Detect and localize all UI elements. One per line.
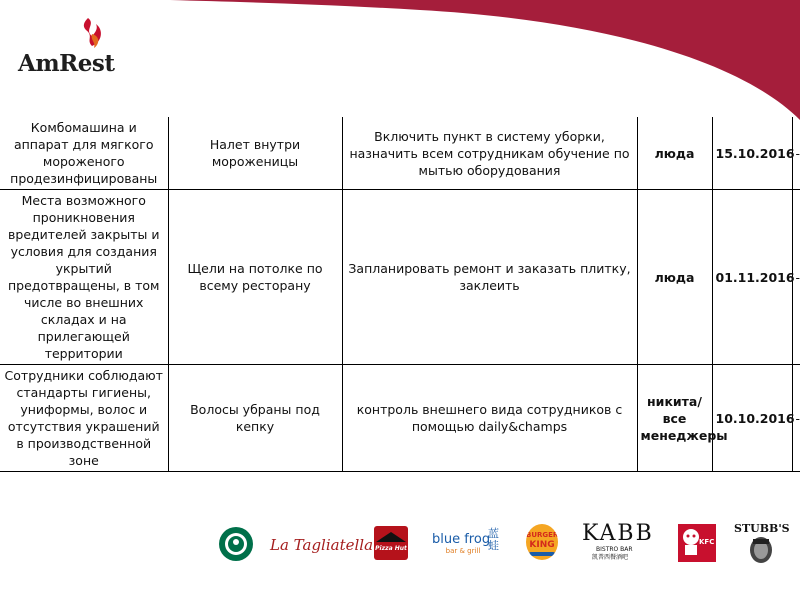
date-cell: 10.10.2016 xyxy=(712,365,792,472)
date-cell: 15.10.2016 xyxy=(712,117,792,190)
flame-icon xyxy=(70,16,110,52)
extra-cell: - xyxy=(792,190,800,365)
extra-cell: - xyxy=(792,365,800,472)
date-cell: 01.11.2016 xyxy=(712,190,792,365)
blue-frog-cn: 蓝蛙 xyxy=(488,527,499,552)
issue-cell: Места возможного проникновения вредителей закрыты и условия для создания укрытий предотвращены, в том числе во внешних складах и на прилегающей территории xyxy=(0,190,168,365)
action-cell: Включить пункт в систему уборки, назначить всем сотрудникам обучение по мытью оборудования xyxy=(342,117,637,190)
kfc-logo: KFC xyxy=(678,524,716,562)
la-tagliatella-logo: La Tagliatella xyxy=(270,536,374,554)
issue-cell: Комбомашина и аппарат для мягкого мороженого продезинфицированы xyxy=(0,117,168,190)
header-swoosh xyxy=(0,0,800,130)
finding-cell: Волосы убраны под кепку xyxy=(168,365,342,472)
amrest-logo xyxy=(18,16,118,76)
company-name: AmRest xyxy=(18,50,115,77)
table-row xyxy=(0,190,800,365)
pizza-hut-logo: Pizza Hut xyxy=(374,526,408,560)
stubbs-face-icon xyxy=(748,536,774,564)
brand-logos xyxy=(210,518,795,572)
blue-frog-logo: blue frog bar & grill xyxy=(432,532,491,555)
action-cell: контроль внешнего вида сотрудников с помощью daily&champs xyxy=(342,365,637,472)
stubbs-logo: STUBB'S xyxy=(734,522,788,566)
colonel-icon xyxy=(681,527,701,557)
table-row xyxy=(0,365,800,472)
owner-cell: люда xyxy=(637,190,712,365)
burger-king-logo: BURGER KING xyxy=(526,524,558,560)
finding-cell: Щели на потолке по всему ресторану xyxy=(168,190,342,365)
owner-cell: никита/все менеджеры xyxy=(637,365,712,472)
action-plan-table xyxy=(0,117,800,472)
finding-cell: Налет внутри мороженицы xyxy=(168,117,342,190)
starbucks-logo-icon xyxy=(218,526,254,562)
action-cell: Запланировать ремонт и заказать плитку, заклеить xyxy=(342,190,637,365)
table-row xyxy=(0,117,800,190)
owner-cell: люда xyxy=(637,117,712,190)
extra-cell: - xyxy=(792,117,800,190)
issue-cell: Сотрудники соблюдают стандарты гигиены, униформы, волос и отсутствия украшений в производственной зоне xyxy=(0,365,168,472)
kabb-logo: KABB BISTRO BAR 凯普西餐酒吧 xyxy=(582,521,654,561)
